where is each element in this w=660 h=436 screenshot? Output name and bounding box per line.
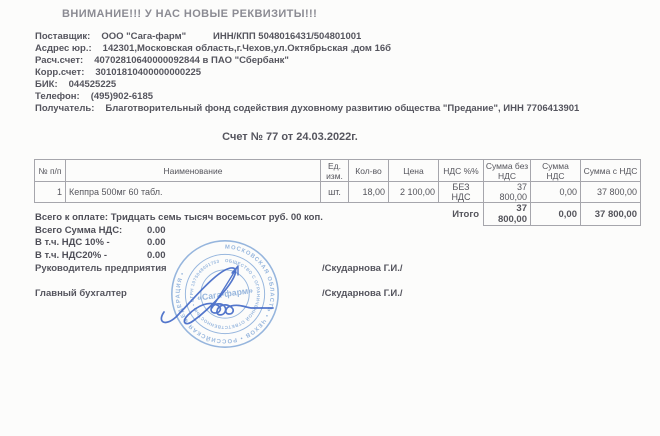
requisite-value: ООО "Сага-фарм" [101, 31, 187, 42]
col-header-sum-with-vat: Сумма с НДС [581, 160, 641, 182]
requisite-row-supplier [35, 31, 579, 43]
summary-label: В т.ч. НДС20% - [35, 249, 108, 261]
total-sum-vat: 0,00 [531, 203, 581, 226]
table-row [35, 182, 641, 203]
total-sum-with-vat: 37 800,00 [581, 203, 641, 226]
signature-name: /Скударнова Г.И./ [322, 288, 403, 299]
requisite-value: Благотворительный фонд содействия духовному развитию общества "Предание", ИНН 7706413901 [105, 103, 580, 114]
requisite-row-bik [35, 79, 579, 91]
signature-role: Главный бухгалтер [35, 288, 127, 299]
col-header-num: № п/п [35, 160, 66, 182]
requisite-label: Расч.счет: [35, 55, 84, 66]
cell-sum-with-vat: 37 800,00 [581, 182, 641, 203]
cell-num: 1 [35, 182, 66, 203]
requisite-row-recipient [35, 103, 579, 115]
cell-sum-vat: 0,00 [531, 182, 581, 203]
requisite-label: БИК: [35, 79, 58, 90]
cell-unit: шт. [321, 182, 349, 203]
amount-in-words: Всего к оплате: Тридцать семь тысяч восемьсот руб. 00 коп. [35, 212, 323, 223]
stamp-center-text: «Сага-фарм» [196, 285, 254, 303]
stamp-inner-ring-text: ОБЩЕСТВО С ОГРАНИЧЕННОЙ ОТВЕТСТВЕННОСТЬЮ • ОГРН 1075048001753 [189, 258, 261, 330]
requisite-row-address [35, 43, 579, 55]
requisite-row-corr-account [35, 67, 579, 79]
cell-qty: 18,00 [349, 182, 389, 203]
handwritten-signature-icon [150, 250, 310, 330]
col-header-qty: Кол-во [349, 160, 389, 182]
requisite-label: Поставщик: [35, 31, 91, 42]
summary-value: 0.00 [147, 237, 166, 248]
requisite-value: (495)902-6185 [90, 91, 154, 102]
summary-label: В т.ч. НДС 10% - [35, 237, 110, 248]
invoice-title: Счет № 77 от 24.03.2022г. [222, 131, 358, 143]
summary-value: 0.00 [147, 249, 166, 261]
col-header-sum-vat: Сумма НДС [531, 160, 581, 182]
cell-item-name: Кеппра 500мг 60 табл. [66, 182, 321, 203]
signature-role: Руководитель предприятия [35, 263, 167, 274]
table-header-row [35, 160, 641, 182]
requisite-label: Телефон: [35, 91, 80, 102]
col-header-price: Цена [389, 160, 439, 182]
col-header-vat: НДС %% [439, 160, 484, 182]
requisite-row-phone [35, 91, 579, 103]
col-header-sum-no-vat: Сумма без НДС [484, 160, 531, 182]
requisite-value: 30101810400000000225 [95, 67, 202, 78]
cell-sum-no-vat: 37 800,00 [484, 182, 531, 203]
col-header-unit: Ед. изм. [321, 160, 349, 182]
requisite-row-account [35, 55, 579, 67]
col-header-name: Наименование [66, 160, 321, 182]
requisite-value: 142301,Московская область,г.Чехов,ул.Октябрьская ,дом 16б [102, 43, 392, 54]
requisite-label: Асдрес юр.: [35, 43, 92, 54]
summary-value: 0.00 [147, 224, 166, 236]
requisite-label: Получатель: [35, 103, 95, 114]
totals-label: Итого [452, 208, 479, 220]
stamp-outer-ring-text: МОСКОВСКАЯ ОБЛАСТЬ • ЧЕХОВ • РОССИЙСКАЯ ФЕДЕРАЦИЯ • [175, 244, 275, 344]
requisite-value: 40702810640000092844 в ПАО "Сбербанк" [94, 55, 289, 66]
inn-kpp-value: ИНН/КПП 5048016431/504801001 [213, 31, 362, 42]
requisite-value: 044525225 [68, 79, 117, 90]
cell-vat: БЕЗ НДС [439, 182, 484, 203]
requisite-label: Корр.счет: [35, 67, 85, 78]
total-sum-no-vat: 37 800,00 [484, 203, 531, 226]
supplier-requisites [35, 31, 579, 115]
signature-name: /Скударнова Г.И./ [322, 263, 403, 274]
attention-banner: ВНИМАНИЕ!!! У НАС НОВЫЕ РЕКВИЗИТЫ!!! [62, 8, 318, 20]
summary-label: Всего Сумма НДС: [35, 224, 123, 236]
cell-price: 2 100,00 [389, 182, 439, 203]
